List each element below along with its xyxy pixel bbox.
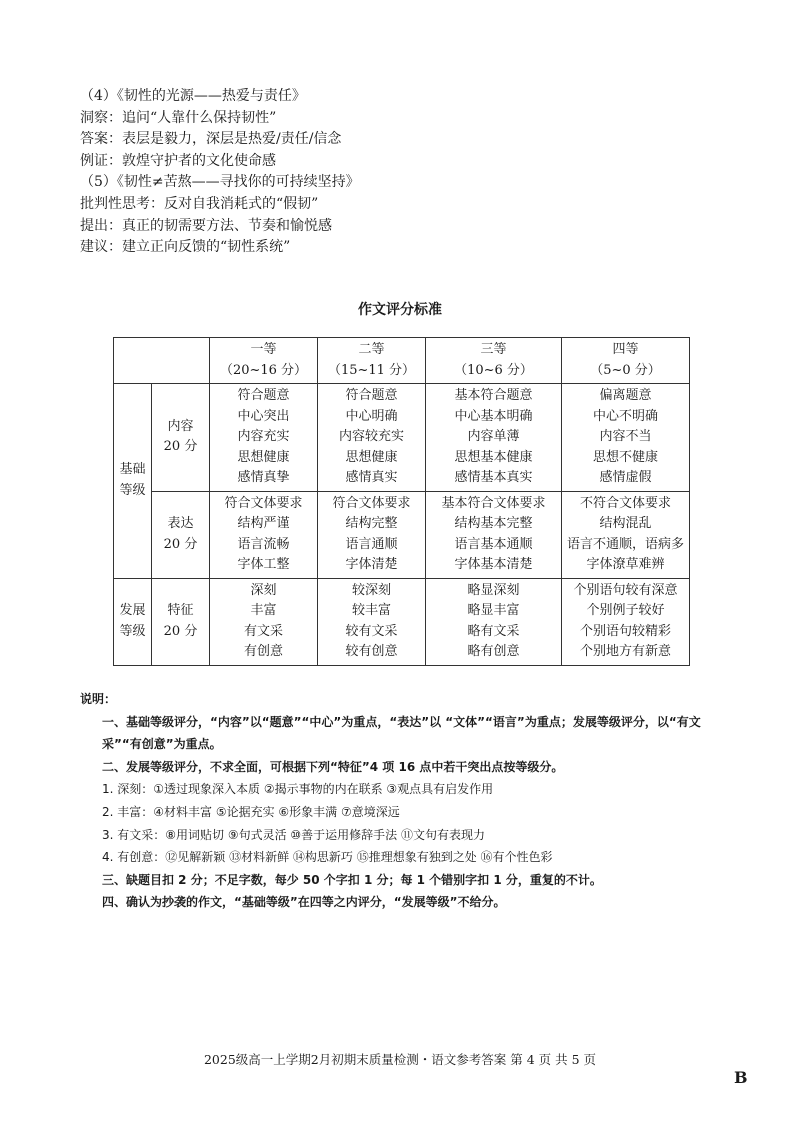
- cell-line: 较丰富: [351, 603, 391, 618]
- cell-line: 内容较充实: [338, 429, 404, 444]
- table-cell: [562, 578, 690, 665]
- outline-line: 批判性思考：反对自我消耗式的“假韧”: [80, 195, 319, 212]
- notes-heading: 说明：: [80, 692, 117, 706]
- note-paragraph: 三、缺题目扣 2 分；不足字数，每少 50 个字扣 1 分；每 1 个错别字扣 1 分，重复的不计。: [102, 872, 602, 887]
- cell-line: 字体潦草难辨: [586, 557, 665, 572]
- cell-line: 丰富: [250, 603, 277, 618]
- cell-line: 略显深刻: [467, 582, 520, 598]
- cell-line: 感情基本真实: [454, 470, 533, 485]
- note-item: 2. 丰富：④材料丰富 ⑤论据充实 ⑥形象丰满 ⑦意境深远: [102, 804, 400, 819]
- note-item: 3. 有文采：⑧用词贴切 ⑨句式灵活 ⑩善于运用修辞手法 ⑪文句有表现力: [102, 827, 485, 842]
- cell-line: 中心不明确: [592, 408, 658, 424]
- table-cell: [562, 491, 690, 578]
- cell-line: 符合题意: [345, 388, 398, 403]
- cell-line: 等级: [119, 482, 146, 498]
- version-mark: B: [734, 1068, 748, 1087]
- cell-line: 内容单薄: [467, 429, 520, 444]
- cell-line: 思想不健康: [592, 449, 658, 465]
- table-cell: [318, 578, 426, 665]
- cell-line: 字体基本清楚: [454, 557, 533, 572]
- grade-header: 二等 （15~11 分）: [318, 338, 426, 384]
- table-cell: [210, 578, 318, 665]
- outline-line: 例证：敦煌守护者的文化使命感: [80, 152, 276, 169]
- cell-line: 符合题意: [237, 388, 290, 403]
- outline-line: （5）《韧性≠苦熬——寻找你的可持续坚持》: [80, 174, 360, 191]
- cell-line: 特征: [167, 603, 194, 618]
- cell-line: 思想健康: [237, 449, 290, 465]
- cell-line: 符合文体要求: [332, 495, 411, 511]
- content-label: [152, 384, 210, 492]
- cell-line: 较有创意: [345, 644, 398, 659]
- cell-line: 个别语句较有深意: [573, 582, 678, 598]
- cell-line: 略有文采: [467, 623, 520, 639]
- cell-line: 较深刻: [351, 582, 391, 598]
- cell-line: 个别语句较精彩: [579, 623, 671, 639]
- feature-label: [152, 578, 210, 665]
- cell-line: 20 分: [163, 439, 198, 455]
- note-item: 1. 深刻：①透过现象深入本质 ②揭示事物的内在联系 ③观点具有启发作用: [102, 782, 494, 797]
- cell-line: 基本符合文体要求: [441, 495, 546, 511]
- expression-label: [152, 491, 210, 578]
- cell-line: 偏离题意: [599, 388, 652, 403]
- cell-line: 语言通顺: [345, 536, 398, 552]
- table-cell: [426, 384, 562, 492]
- outline-line: 答案：表层是毅力，深层是热爱/责任/信念: [80, 131, 342, 148]
- note-paragraph: 一、基础等级评分，“内容”以“题意”“中心”为重点，“表达”以 “文体”“语言”为重点；发展等级评分，以“有文采”“有创意”为重点。: [102, 714, 701, 752]
- cell-line: 有创意: [243, 644, 283, 659]
- cell-line: 结构严谨: [237, 516, 290, 531]
- cell-line: 20 分: [163, 536, 198, 552]
- table-corner-cell: [114, 338, 210, 384]
- outline-line: 提出：真正的韧需要方法、节奏和愉悦感: [80, 217, 332, 234]
- cell-line: 20 分: [163, 623, 198, 639]
- cell-line: 结构完整: [345, 516, 398, 531]
- cell-line: 个别例子较好: [586, 603, 665, 618]
- cell-line: 内容: [167, 418, 194, 434]
- note-paragraph: 四、确认为抄袭的作文，“基础等级”在四等之内评分，“发展等级”不给分。: [102, 895, 506, 910]
- cell-line: 中心基本明确: [454, 408, 533, 424]
- grade-header: 一等 （20~16 分）: [210, 338, 318, 384]
- cell-line: 语言不通顺，语病多: [566, 536, 684, 552]
- dev-level-label: [114, 578, 152, 665]
- expression-row: [114, 491, 690, 578]
- cell-line: 中心明确: [345, 408, 398, 424]
- cell-line: 不符合文体要求: [579, 495, 671, 511]
- cell-line: 语言流畅: [237, 536, 290, 552]
- answer-outline: [80, 86, 360, 259]
- cell-line: 结构基本完整: [454, 516, 533, 531]
- table-cell: [210, 491, 318, 578]
- outline-line: 洞察：追问“人靠什么保持韧性”: [80, 109, 277, 126]
- cell-line: 感情真挚: [237, 470, 290, 485]
- outline-line: （4）《韧性的光源——热爱与责任》: [80, 88, 306, 104]
- cell-line: 较有文采: [345, 623, 398, 639]
- cell-line: 发展: [119, 603, 146, 618]
- cell-line: 个别地方有新意: [579, 644, 671, 659]
- cell-line: 感情虚假: [599, 470, 652, 485]
- grade-header: 四等 （5~0 分）: [562, 338, 690, 384]
- feature-row: [114, 578, 690, 665]
- table-cell: [562, 384, 690, 492]
- table-cell: [318, 491, 426, 578]
- cell-line: 有文采: [243, 623, 283, 639]
- cell-line: 字体工整: [237, 557, 290, 572]
- cell-line: 内容充实: [237, 429, 290, 444]
- cell-line: 语言基本通顺: [454, 536, 533, 552]
- page-footer: 2025级高一上学期2月初期末质量检测・语文参考答案 第 4 页 共 5 页: [203, 1052, 596, 1067]
- cell-line: 略有创意: [467, 644, 520, 659]
- cell-line: 感情真实: [345, 470, 398, 485]
- cell-line: 字体清楚: [345, 557, 398, 572]
- content-row: [114, 384, 690, 492]
- cell-line: 表达: [167, 516, 194, 531]
- cell-line: 深刻: [250, 582, 277, 598]
- cell-line: 思想健康: [345, 449, 398, 465]
- basic-level-label: [114, 384, 152, 579]
- table-cell: [210, 384, 318, 492]
- note-paragraph: 二、发展等级评分，不求全面，可根据下列“特征”4 项 16 点中若干突出点按等级分。: [102, 759, 564, 774]
- cell-line: 基础: [119, 462, 146, 478]
- cell-line: 略显丰富: [467, 603, 520, 618]
- rubric-title: 作文评分标准: [358, 302, 442, 318]
- outline-line: 建议：建立正向反馈的“韧性系统”: [80, 239, 291, 256]
- notes-section: [80, 688, 740, 914]
- rubric-table: [113, 337, 690, 666]
- table-cell: [426, 578, 562, 665]
- note-item: 4. 有创意：⑫见解新颖 ⑬材料新鲜 ⑭构思新巧 ⑮推理想象有独到之处 ⑯有个性色彩: [102, 850, 553, 865]
- cell-line: 中心突出: [237, 408, 290, 424]
- cell-line: 内容不当: [599, 429, 652, 444]
- cell-line: 思想基本健康: [454, 449, 533, 465]
- table-cell: [318, 384, 426, 492]
- table-header-row: [114, 338, 690, 384]
- table-cell: [426, 491, 562, 578]
- cell-line: 基本符合题意: [454, 388, 533, 403]
- cell-line: 结构混乱: [599, 516, 652, 531]
- grade-header: 三等 （10~6 分）: [426, 338, 562, 384]
- cell-line: 符合文体要求: [224, 495, 303, 511]
- cell-line: 等级: [119, 623, 146, 639]
